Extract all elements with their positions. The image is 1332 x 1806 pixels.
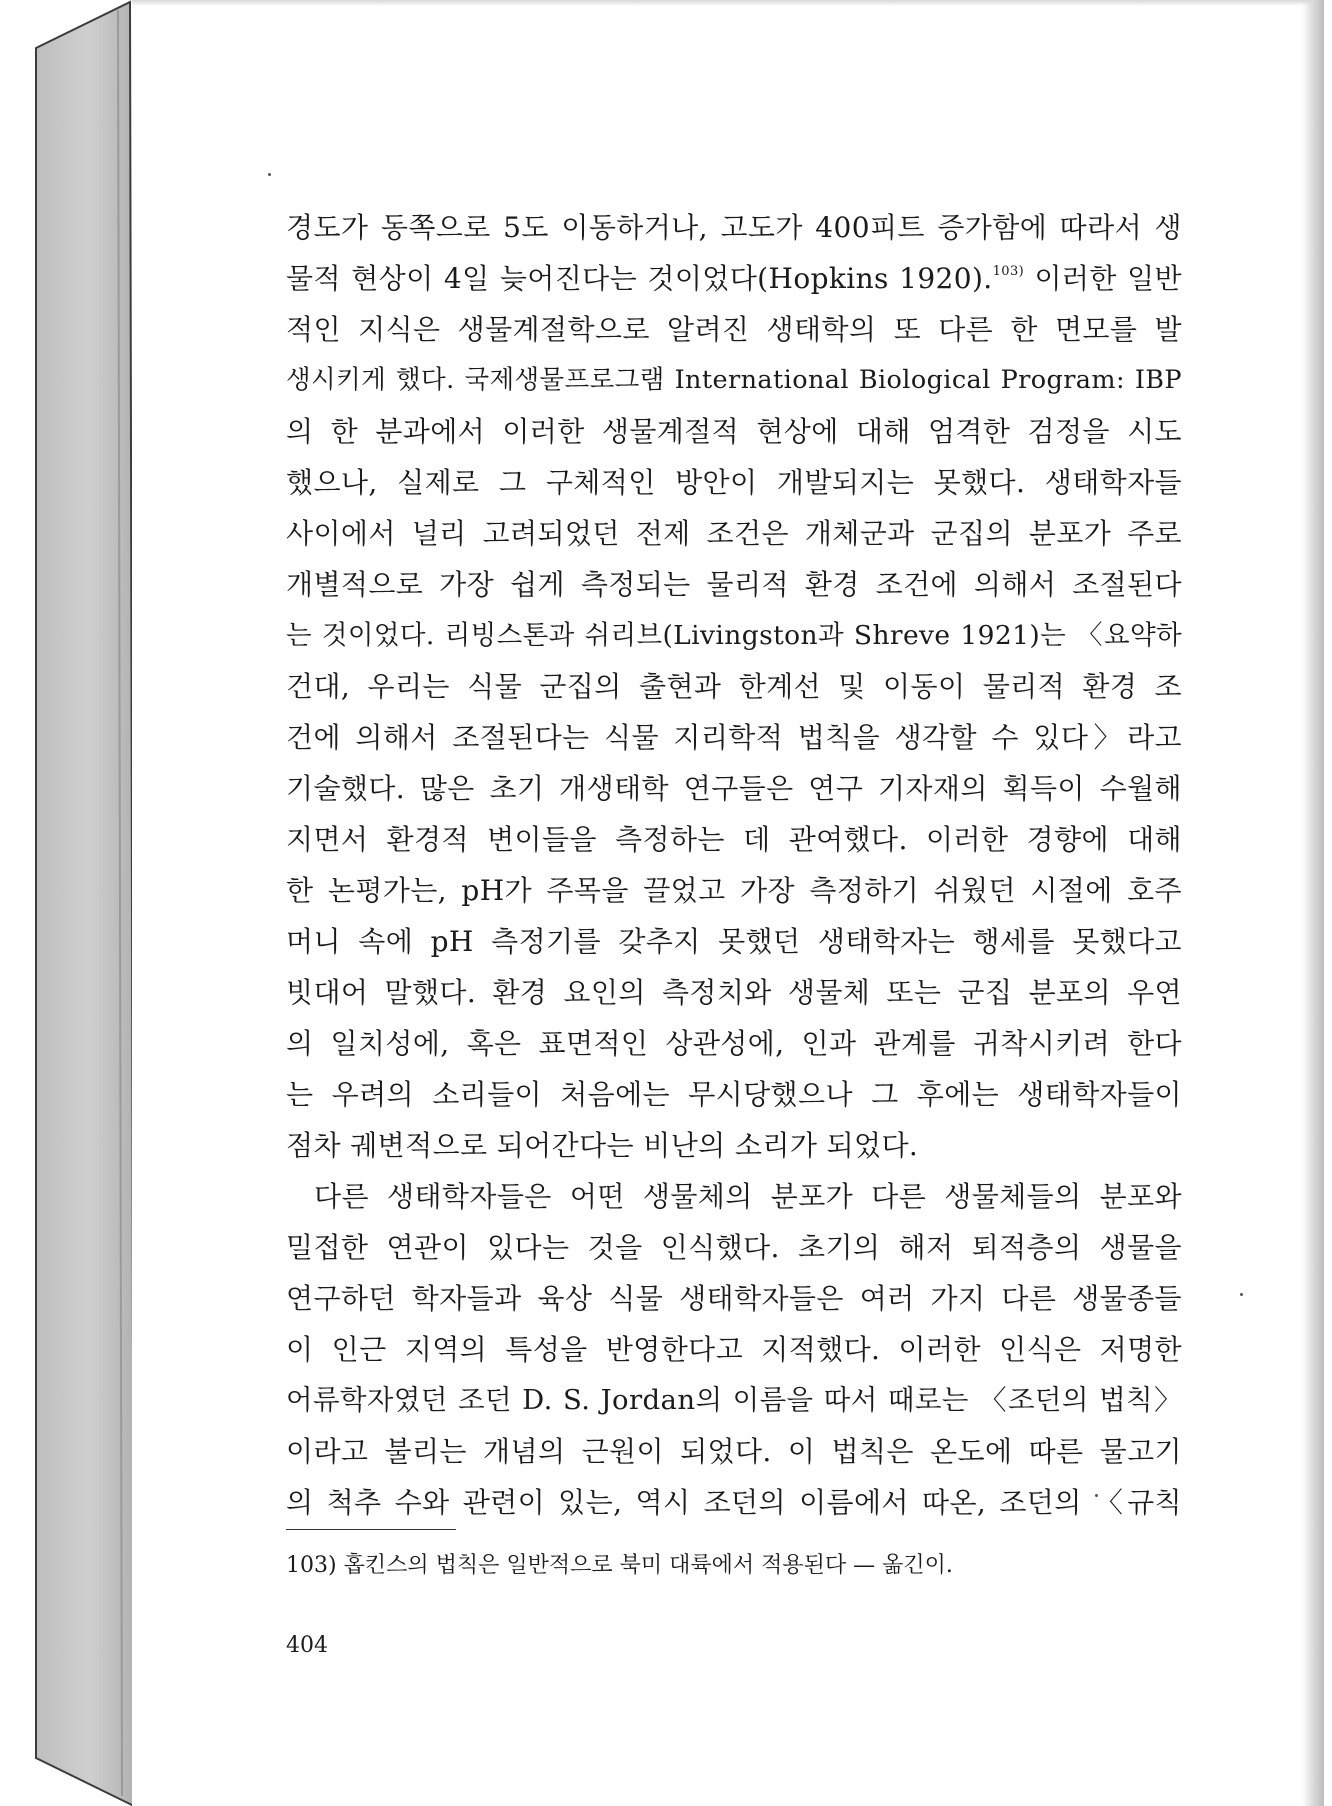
text-line: 한 논평가는, pH가 주목을 끌었고 가장 측정하기 쉬웠던 시절에 호주 <box>286 874 1182 907</box>
text-line: 이 인근 지역의 특성을 반영한다고 지적했다. 이러한 인식은 저명한 <box>286 1333 1182 1366</box>
text-line: 의 일치성에, 혹은 표면적인 상관성에, 인과 관계를 귀착시키려 한다 <box>286 1027 1182 1060</box>
page-number: 404 <box>286 1633 328 1658</box>
text-line: 밀접한 연관이 있다는 것을 인식했다. 초기의 해저 퇴적층의 생물을 <box>286 1231 1182 1264</box>
text-line: 이라고 불리는 개념의 근원이 되었다. 이 법칙은 온도에 따른 물고기 <box>286 1435 1182 1468</box>
page-top-edge <box>132 0 1312 6</box>
text-line: 기술했다. 많은 초기 개생태학 연구들은 연구 기자재의 획득이 수월해 <box>286 772 1182 805</box>
paper-speck <box>1240 1293 1243 1296</box>
footnote-text: 103) 홉킨스의 법칙은 일반적으로 북미 대륙에서 적용된다 — 옮긴이. <box>286 1553 953 1578</box>
footnote-divider <box>286 1529 456 1530</box>
text-line: 건에 의해서 조절된다는 식물 지리학적 법칙을 생각할 수 있다〉라고 <box>286 721 1182 754</box>
text-line: 어류학자였던 조던 D. S. Jordan의 이름을 따서 때로는 〈조던의 법칙〉 <box>286 1384 1182 1416</box>
text-line: 했으나, 실제로 그 구체적인 방안이 개발되지는 못했다. 생태학자들 <box>286 466 1182 499</box>
page-edge-shadow <box>1302 0 1324 1806</box>
text-line-part: 이러한 일반 <box>1034 262 1182 295</box>
text-line: 의 한 분과에서 이러한 생물계절적 현상에 대해 엄격한 검정을 시도 <box>286 415 1182 448</box>
text-line: 지면서 환경적 변이들을 측정하는 데 관여했다. 이러한 경향에 대해 <box>286 823 1182 856</box>
text-line: 경도가 동쪽으로 5도 이동하거나, 고도가 400피트 증가함에 따라서 생 <box>286 211 1182 244</box>
text-line: 개별적으로 가장 쉽게 측정되는 물리적 환경 조건에 의해서 조절된다 <box>286 568 1182 601</box>
text-line: 는 우려의 소리들이 처음에는 무시당했으나 그 후에는 생태학자들이 <box>286 1078 1182 1111</box>
paper-speck <box>268 173 271 176</box>
text-line: 점차 궤변적으로 되어간다는 비난의 소리가 되었다. <box>286 1129 919 1162</box>
body-text <box>286 202 1182 1528</box>
text-line: 적인 지식은 생물계절학으로 알려진 생태학의 또 다른 한 면모를 발 <box>286 313 1182 346</box>
text-line: 빗대어 말했다. 환경 요인의 측정치와 생물체 또는 군집 분포의 우연 <box>286 976 1182 1009</box>
text-line: 건대, 우리는 식물 군집의 출현과 한계선 및 이동이 물리적 환경 조 <box>286 670 1182 703</box>
text-line: 사이에서 널리 고려되었던 전제 조건은 개체군과 군집의 분포가 주로 <box>286 517 1182 550</box>
text-line: 다른 생태학자들은 어떤 생물체의 분포가 다른 생물체들의 분포와 <box>314 1180 1182 1213</box>
text-line-part: 물적 현상이 4일 늦어진다는 것이었다(Hopkins 1920). <box>286 262 993 295</box>
text-line: 머니 속에 pH 측정기를 갖추지 못했던 생태학자는 행세를 못했다고 <box>286 925 1182 958</box>
text-line: 의 척추 수와 관련이 있는, 역시 조던의 이름에서 따온, 조던의 〈규칙 <box>286 1486 1182 1519</box>
text-line: 생시키게 했다. 국제생물프로그램 International Biological Program: IBP <box>286 365 1182 395</box>
footnote-reference: 103) <box>992 264 1025 279</box>
text-line: 는 것이었다. 리빙스톤과 쉬리브(Livingston과 Shreve 1921)는 〈요약하 <box>286 620 1182 651</box>
text-line-with-footnote-ref <box>286 253 1182 304</box>
text-line: 연구하던 학자들과 육상 식물 생태학자들은 여러 가지 다른 생물종들 <box>286 1282 1182 1315</box>
